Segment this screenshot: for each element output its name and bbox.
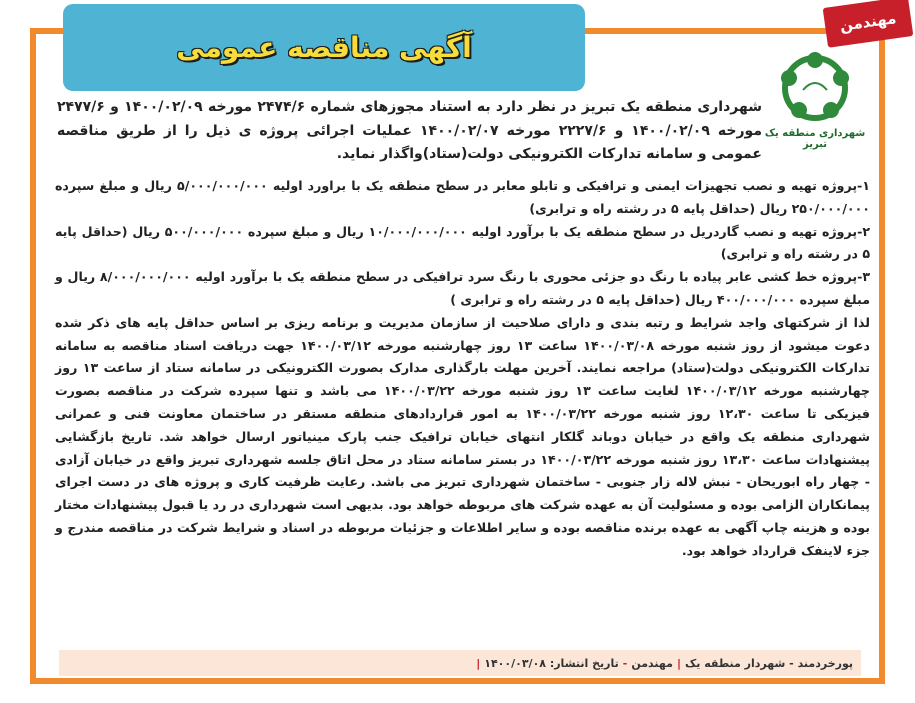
municipality-logo: [760, 48, 870, 158]
footer-separator: |: [676, 656, 682, 670]
footer-separator-3: |: [476, 656, 481, 670]
footer-bar: [59, 650, 861, 676]
ad-title: آگهی مناقصه عمومی: [176, 31, 472, 64]
ad-title-banner: [63, 4, 585, 91]
footer-signatory: پورخردمند - شهردار منطقه یک: [685, 656, 853, 670]
logo-emblem-icon: [775, 48, 855, 128]
footer-separator-2: -: [622, 656, 628, 670]
body-paragraph: لذا از شرکتهای واجد شرایط و رتبه بندی و دارای صلاحیت از سازمان مدیریت و برنامه ریزی بر اساس حداقل پایه های ذکر شده دعوت میشود از روز شنبه مورخه ۱۴۰۰/۰۳/۰۸ ساعت ۱۳ روز چهارشنبه مورخه ۱۴۰۰/۰۳/۱۲ جهت دریافت اسناد مناقصه به سامانه تدارکات الکترونیکی دولت(ستاد) مراجعه نمایند. آخرین مهلت بارگذاری مدارک بصورت الکترونیکی در سامانه ستاد از ساعت ۱۳ روز چهارشنبه مورخه ۱۴۰۰/۰۳/۱۲ لغایت ساعت ۱۳ روز شنبه مورخه ۱۴۰۰/۰۳/۲۲ می باشد و تنها سپرده شرکت در مناقصه بصورت فیزیکی تا ساعت ۱۲،۳۰ روز شنبه مورخه ۱۴۰۰/۰۳/۲۲ به امور قراردادهای منطقه مستقر در ساختمان معاونت فنی و عمرانی شهرداری منطقه یک واقع در خیابان دوباند گلکار انتهای خیابان ترافیک جنب پارک مینیاتور ارسال خواهد شد. تاریخ بازگشایی پیشنهادات ساعت ۱۳،۳۰ روز شنبه مورخه ۱۴۰۰/۰۳/۲۲ در بستر سامانه ستاد در محل اتاق جلسه شهرداری تبریز واقع در خیابان آزادی - چهار راه ابوریحان - نبش لاله زار جنوبی - ساختمان شهرداری تبریز می باشد. رعایت ظرفیت کاری و پروژه های در دست اجرای پیمانکاران الزامی بوده و مسئولیت آن به عهده شرکت های مربوطه خواهد بود. بدیهی است شهرداری در رد یا قبول پیشنهادات مختار بوده و هزینه چاپ آگهی به عهده برنده مناقصه بوده و سایر اطلاعات و جزئیات مربوطه در اسناد و شرایط شرکت در مناقصه مندرج و جزء لاینفک قرارداد خواهد بود.: [55, 314, 871, 558]
intro-paragraph: شهرداری منطقه یک تبریز در نظر دارد به استناد مجوزهای شماره ۲۴۷۴/۶ مورخه ۱۴۰۰/۰۲/۰۹ و ۲۴۷۷/۶ مورخه ۱۴۰۰/۰۲/۰۹ و ۲۲۲۷/۶ مورخه ۱۴۰۰/۰۲/۰۷ عملیات اجرائی پروژه ی ذیل را از طریق مناقصه عمومی و سامانه تدارکات الکترونیکی دولت(ستاد)واگذار نماید.: [57, 99, 763, 162]
brand-stamp: مهندمن: [823, 0, 914, 48]
project-item-1: ۱-پروژه تهیه و نصب تجهیزات ایمنی و ترافیکی و تابلو معابر در سطح منطقه یک با براورد اولیه ۵/۰۰۰/۰۰۰/۰۰۰ ریال و مبلغ سپرده ۲۵۰/۰۰۰/۰۰۰ ریال (حداقل پایه ۵ در رشته راه و ترابری): [55, 178, 870, 216]
footer-date: تاریخ انتشار: ۱۴۰۰/۰۳/۰۸: [484, 656, 619, 670]
footer-site: مهندمن: [631, 656, 673, 670]
project-list: [55, 175, 870, 563]
logo-caption: شهرداری منطقه یک تبریز: [764, 128, 866, 150]
project-item-2: ۲-پروژه تهیه و نصب گاردریل در سطح منطقه یک با برآورد اولیه ۱۰/۰۰۰/۰۰۰/۰۰۰ ریال و مبلغ سپرده ۵۰۰/۰۰۰/۰۰۰ ریال (حداقل پایه ۵ در رشته راه و ترابری): [55, 223, 870, 262]
project-item-3: ۳-پروژه خط کشی عابر پیاده با رنگ دو جزئی محوری با رنگ سرد ترافیکی در سطح منطقه یک با برآورد اولیه ۸/۰۰۰/۰۰۰/۰۰۰ ریال و مبلغ سپرده ۴۰۰/۰۰۰/۰۰۰ ریال (حداقل پایه ۵ در رشته راه و ترابری ): [55, 269, 871, 307]
